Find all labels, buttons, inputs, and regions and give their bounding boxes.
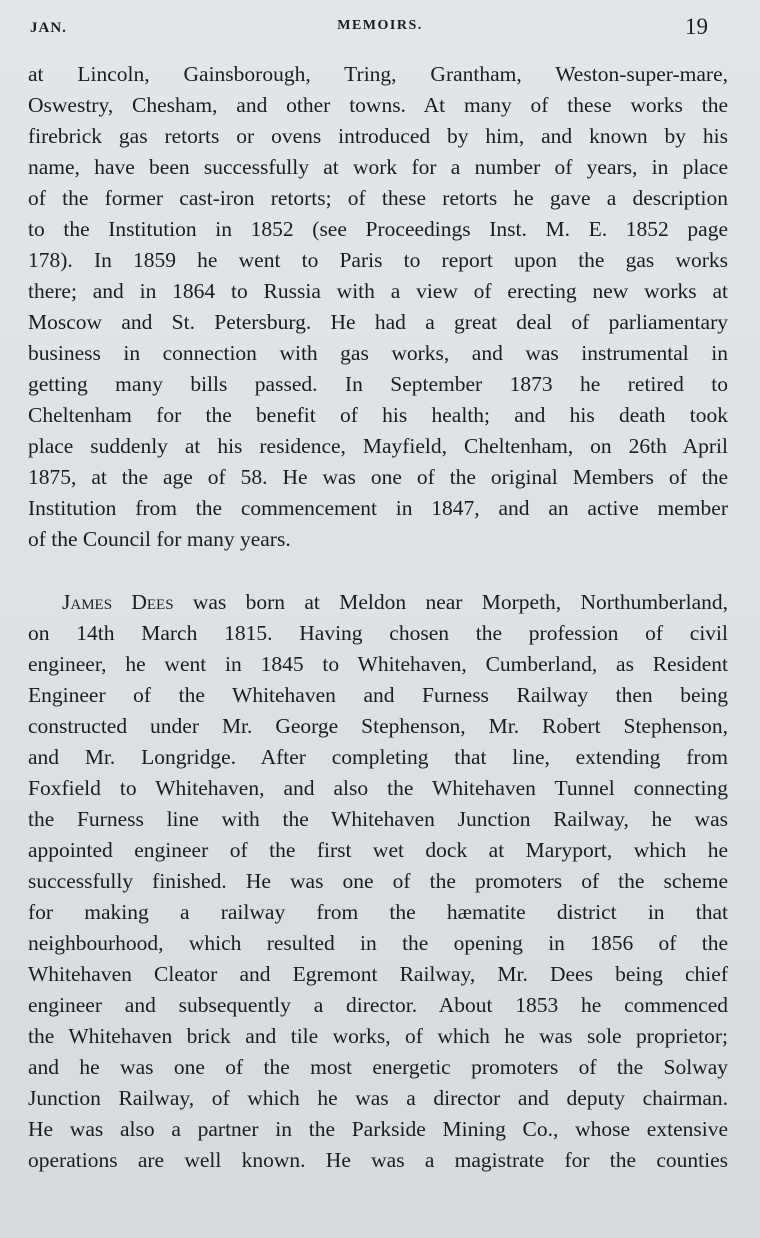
text-line: for making a railway from the hæmatite district in that: [28, 900, 728, 924]
text-line: Junction Railway, of which he was a director and deputy chairman.: [28, 1086, 728, 1110]
text-line: of the former cast-iron retorts; of these retorts he gave a description: [28, 186, 728, 210]
text-line: engineer and subsequently a director. About 1853 he commenced: [28, 993, 728, 1017]
text-line: Engineer of the Whitehaven and Furness Railway then being: [28, 683, 728, 707]
text-line-first: [28, 587, 728, 618]
page-number: 19: [685, 14, 708, 39]
text-line: Whitehaven Cleator and Egremont Railway, Mr. Dees being chief: [28, 962, 728, 986]
text-line: neighbourhood, which resulted in the opening in 1856 of the: [28, 931, 728, 955]
text-line: Oswestry, Chesham, and other towns. At many of these works the: [28, 93, 728, 117]
text-line: Cheltenham for the benefit of his health; and his death took: [28, 403, 728, 427]
text-line: business in connection with gas works, and was instrumental in: [28, 341, 728, 365]
text-line: and he was one of the most energetic promoters of the Solway: [28, 1055, 728, 1079]
text-line: He was also a partner in the Parkside Mining Co., whose extensive: [28, 1117, 728, 1141]
header-title: MEMOIRS.: [337, 18, 423, 33]
text-line: to the Institution in 1852 (see Proceedings Inst. M. E. 1852 page: [28, 217, 728, 241]
text-line: the Whitehaven brick and tile works, of which he was sole proprietor;: [28, 1024, 728, 1048]
text-line: getting many bills passed. In September 1873 he retired to: [28, 372, 728, 396]
text-line: constructed under Mr. George Stephenson, Mr. Robert Stephenson,: [28, 714, 728, 738]
text-line: successfully finished. He was one of the promoters of the scheme: [28, 869, 728, 893]
text-line-rest: was born at Meldon near Morpeth, Northumberland,: [173, 590, 728, 614]
text-line: Foxfield to Whitehaven, and also the Whitehaven Tunnel connecting: [28, 776, 728, 800]
text-line: Institution from the commencement in 1847, and an active member: [28, 496, 728, 520]
text-line: and Mr. Longridge. After completing that line, extending from: [28, 745, 728, 769]
text-line: engineer, he went in 1845 to Whitehaven, Cumberland, as Resident: [28, 652, 728, 676]
text-line: at Lincoln, Gainsborough, Tring, Grantham, Weston-super-mare,: [28, 62, 728, 86]
text-line: 1875, at the age of 58. He was one of the original Members of the: [28, 465, 728, 489]
text-line: there; and in 1864 to Russia with a view of erecting new works at: [28, 279, 728, 303]
paragraph-memoir-james-dees: [28, 587, 728, 1176]
text-line: of the Council for many years.: [28, 527, 291, 551]
header-month: JAN.: [30, 20, 67, 36]
text-line: appointed engineer of the first wet dock at Maryport, which he: [28, 838, 728, 862]
running-header: [0, 14, 760, 44]
text-line: operations are well known. He was a magistrate for the counties: [28, 1148, 728, 1172]
text-line: on 14th March 1815. Having chosen the profession of civil: [28, 621, 728, 645]
text-line: firebrick gas retorts or ovens introduced by him, and known by his: [28, 124, 728, 148]
memoir-subject-name: James Dees: [62, 590, 174, 614]
text-line: 178). In 1859 he went to Paris to report upon the gas works: [28, 248, 728, 272]
text-line: Moscow and St. Petersburg. He had a great deal of parliamentary: [28, 310, 728, 334]
text-line: the Furness line with the Whitehaven Junction Railway, he was: [28, 807, 728, 831]
paragraph-memoir-continued: [28, 59, 728, 555]
text-line: name, have been successfully at work for a number of years, in place: [28, 155, 728, 179]
text-line: place suddenly at his residence, Mayfield, Cheltenham, on 26th April: [28, 434, 728, 458]
